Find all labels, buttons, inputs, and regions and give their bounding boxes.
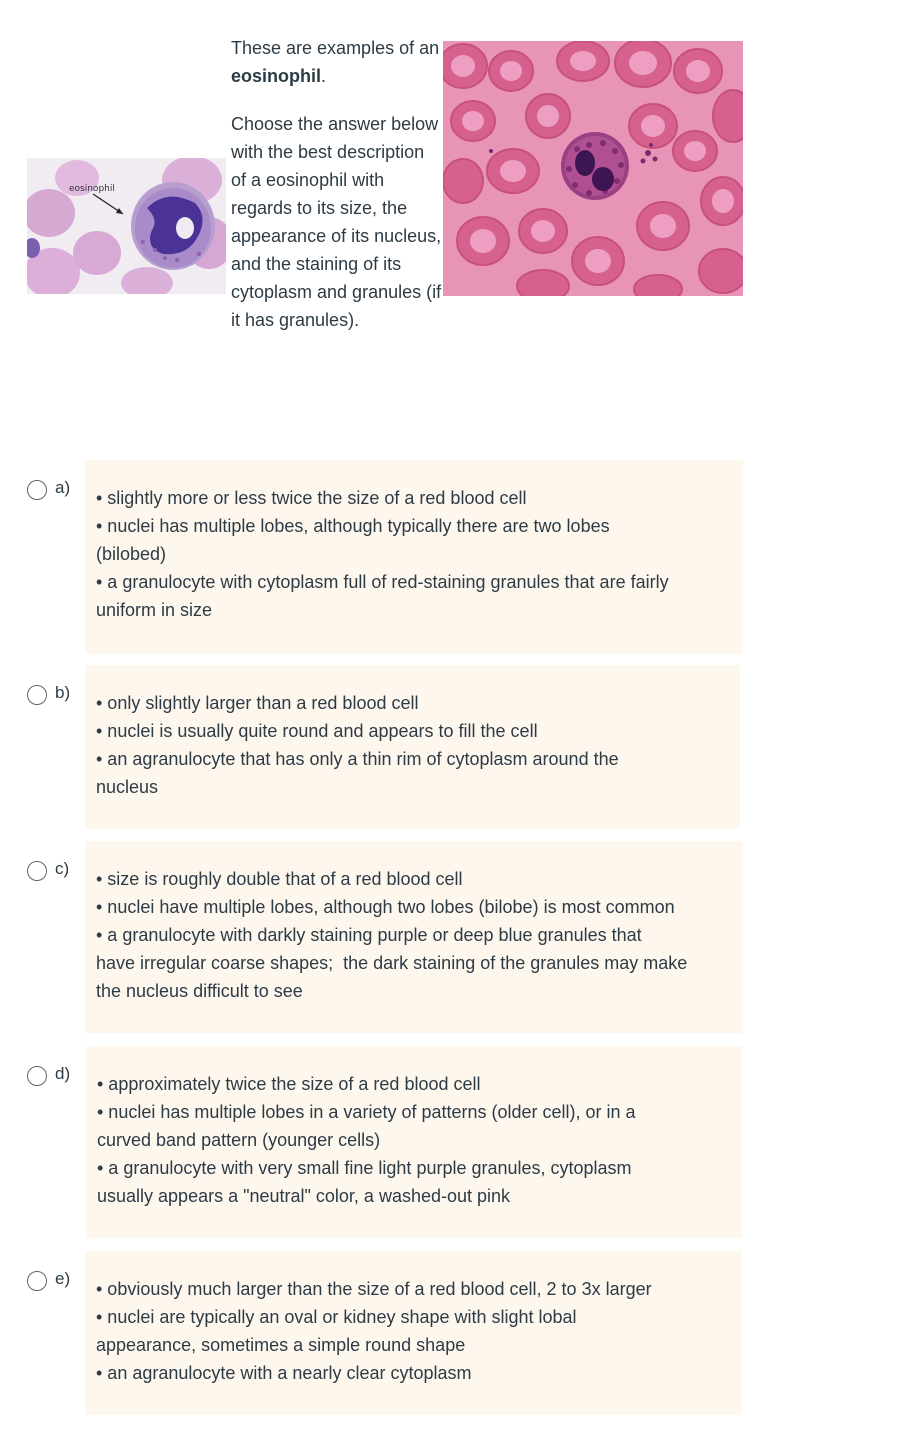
- option-a-line-5: uniform in size: [96, 600, 213, 620]
- option-b-line-2: • nuclei is usually quite round and appears to fill the cell: [96, 721, 538, 741]
- question-prompt: Choose the answer below with the best description of a eosinophil with regards to its size, the appearance of its nucleus, and the staining of its cytoplasm and granules (if it has granules).: [231, 114, 442, 330]
- question-intro: [231, 34, 443, 90]
- option-a-letter: a): [55, 478, 71, 497]
- option-a-line-3: (bilobed): [96, 544, 167, 564]
- intro-end: .: [321, 66, 327, 86]
- option-d-radio[interactable]: [27, 1066, 47, 1086]
- option-a[interactable]: [0, 468, 922, 654]
- option-d-card[interactable]: [86, 1046, 742, 1238]
- option-b-line-1: • only slightly larger than a red blood cell: [96, 693, 419, 713]
- question-text: [231, 34, 443, 334]
- option-a-line-4: • a granulocyte with cytoplasm full of red-staining granules that are fairly: [96, 572, 669, 592]
- option-e-line-3: appearance, sometimes a simple round shape: [96, 1335, 466, 1355]
- option-c-card[interactable]: [85, 841, 743, 1033]
- option-b-card[interactable]: [85, 665, 740, 829]
- option-e-letter: e): [55, 1269, 71, 1288]
- intro-bold: eosinophil: [231, 66, 321, 86]
- option-c-line-2: • nuclei have multiple lobes, although two lobes (bilobe) is most common: [96, 897, 675, 917]
- option-a-line-1: • slightly more or less twice the size of a red blood cell: [96, 488, 527, 508]
- option-b-radio[interactable]: [27, 685, 47, 705]
- option-c-letter: c): [55, 859, 70, 878]
- option-b-line-3: • an agranulocyte that has only a thin rim of cytoplasm around the: [96, 749, 619, 769]
- option-c-line-1: • size is roughly double that of a red blood cell: [96, 869, 463, 889]
- option-b-line-4: nucleus: [96, 777, 159, 797]
- option-d-line-1: • approximately twice the size of a red blood cell: [97, 1074, 481, 1094]
- option-d-line-3: curved band pattern (younger cells): [97, 1130, 381, 1150]
- option-a-radio[interactable]: [27, 480, 47, 500]
- option-e-line-2: • nuclei are typically an oval or kidney shape with slight lobal: [96, 1307, 577, 1327]
- eosinophil-image-large: [443, 41, 743, 296]
- option-a-line-2: • nuclei has multiple lobes, although typically there are two lobes: [96, 516, 610, 536]
- option-d-line-5: usually appears a "neutral" color, a washed-out pink: [97, 1186, 511, 1206]
- option-c-line-5: the nucleus difficult to see: [96, 981, 303, 1001]
- eosinophil-label: eosinophil: [69, 184, 115, 194]
- option-b[interactable]: [0, 673, 922, 829]
- option-d-line-4: • a granulocyte with very small fine light purple granules, cytoplasm: [97, 1158, 632, 1178]
- option-a-card[interactable]: [85, 460, 743, 654]
- option-e-card[interactable]: [85, 1251, 742, 1415]
- option-c-line-3: • a granulocyte with darkly staining purple or deep blue granules that: [96, 925, 642, 945]
- option-d-line-2: • nuclei has multiple lobes in a variety of patterns (older cell), or in a: [97, 1102, 636, 1122]
- eosinophil-image-small: [27, 158, 226, 294]
- option-c[interactable]: [0, 849, 922, 1033]
- option-e-line-4: • an agranulocyte with a nearly clear cytoplasm: [96, 1363, 472, 1383]
- option-c-line-4: have irregular coarse shapes; the dark staining of the granules may make: [96, 953, 688, 973]
- intro-text: These are examples of an: [231, 38, 440, 58]
- option-e[interactable]: [0, 1259, 922, 1415]
- option-d[interactable]: [0, 1054, 922, 1238]
- option-e-line-1: • obviously much larger than the size of a red blood cell, 2 to 3x larger: [96, 1279, 652, 1299]
- option-e-radio[interactable]: [27, 1271, 47, 1291]
- option-d-letter: d): [55, 1064, 71, 1083]
- option-c-radio[interactable]: [27, 861, 47, 881]
- option-b-letter: b): [55, 683, 71, 702]
